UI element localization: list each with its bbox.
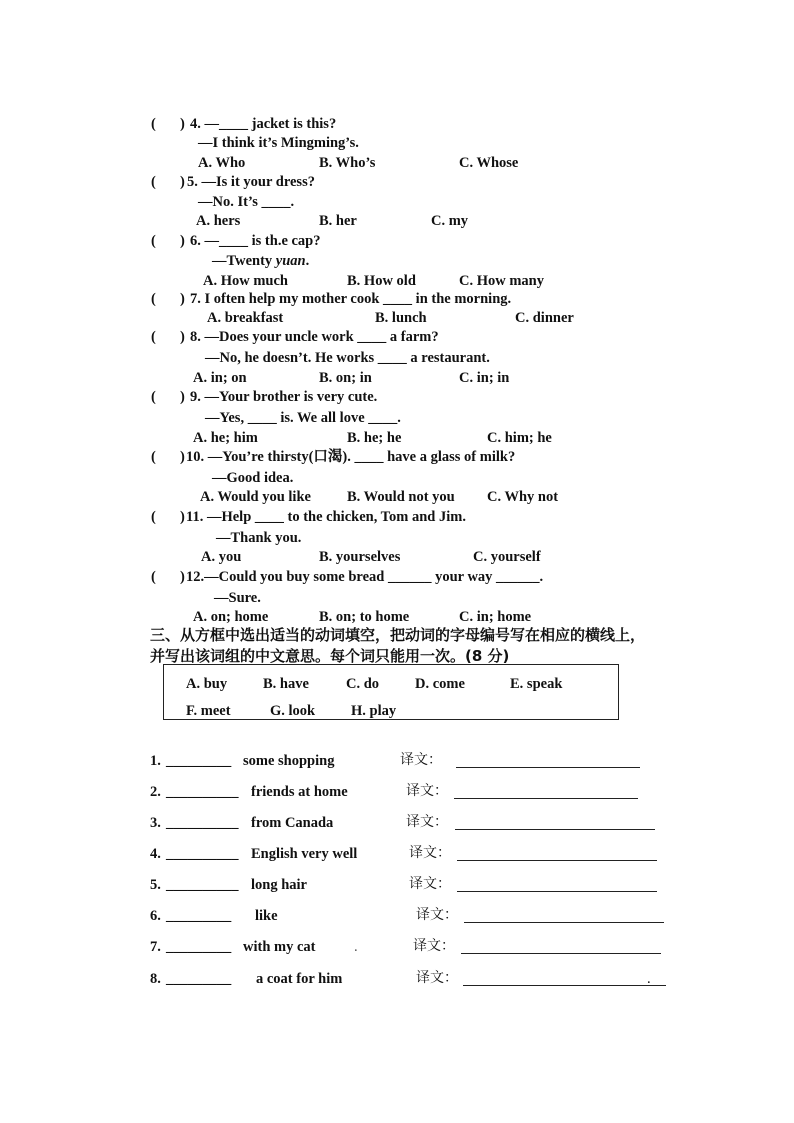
answer-paren-open[interactable]: ( [151, 509, 156, 525]
option-c: C. my [431, 213, 469, 229]
translation-label: 译文： [400, 752, 442, 768]
answer-blank[interactable]: __________ [166, 877, 239, 893]
option-b: B. he; he [347, 430, 402, 446]
question-reply: —Good idea. [212, 470, 294, 486]
question-reply: —Sure. [214, 590, 261, 606]
option-c: C. in; home [459, 609, 532, 625]
option-c: C. How many [459, 273, 544, 289]
question-stem: 12.—Could you buy some bread ______ your way ______. [186, 569, 544, 585]
answer-paren-close: ) [180, 389, 185, 405]
option-b: B. her [319, 213, 357, 229]
option-a: A. breakfast [207, 310, 284, 326]
question-stem: 9. —Your brother is very cute. [190, 389, 378, 405]
answer-blank[interactable]: _________ [166, 908, 232, 924]
question-stem: 4. —____ jacket is this? [190, 116, 337, 132]
translation-line[interactable] [464, 922, 664, 923]
item-number: 8. [150, 971, 161, 987]
answer-blank[interactable]: __________ [166, 784, 239, 800]
question-stem: 5. —Is it your dress? [187, 174, 315, 190]
answer-blank[interactable]: __________ [166, 815, 239, 831]
item-number: 5. [150, 877, 161, 893]
translation-label: 译文： [406, 783, 448, 799]
answer-paren-close: ) [180, 174, 185, 190]
answer-paren-close: ) [180, 569, 185, 585]
answer-paren-close: ) [180, 329, 185, 345]
section-heading-line2: 并写出该词组的中文意思。每个词只能用一次。(8 分) [150, 647, 510, 665]
answer-paren-open[interactable]: ( [151, 389, 156, 405]
bank-word: B. have [263, 676, 309, 692]
answer-paren-open[interactable]: ( [151, 329, 156, 345]
question-reply: —Twenty yuan. [212, 253, 310, 269]
question-stem: 7. I often help my mother cook ____ in the morning. [190, 291, 512, 307]
translation-line[interactable] [457, 860, 657, 861]
question-reply: —Thank you. [216, 530, 302, 546]
question-reply: —I think it’s Mingming’s. [198, 135, 359, 151]
answer-paren-close: ) [180, 116, 185, 132]
translation-label: 译文： [409, 845, 451, 861]
answer-paren-open[interactable]: ( [151, 569, 156, 585]
translation-line[interactable] [457, 891, 657, 892]
option-b: B. Who’s [319, 155, 376, 171]
option-b: B. lunch [375, 310, 427, 326]
phrase-text: with my cat [243, 939, 316, 955]
option-c: C. in; in [459, 370, 510, 386]
bank-word: F. meet [186, 703, 231, 719]
section-heading-line1: 三、从方框中选出适当的动词填空，把动词的字母编号写在相应的横线上， [150, 626, 646, 644]
option-b: B. on; to home [319, 609, 410, 625]
answer-paren-open[interactable]: ( [151, 233, 156, 249]
stray-dot: . [354, 939, 358, 955]
phrase-text: friends at home [251, 784, 348, 800]
option-c: C. yourself [473, 549, 541, 565]
option-b: B. Would not you [347, 489, 455, 505]
item-number: 4. [150, 846, 161, 862]
answer-blank[interactable]: _________ [166, 971, 232, 987]
option-c: C. Why not [487, 489, 559, 505]
translation-line[interactable] [455, 829, 655, 830]
phrase-text: English very well [251, 846, 358, 862]
item-number: 6. [150, 908, 161, 924]
option-a: A. hers [196, 213, 241, 229]
translation-label: 译文： [406, 814, 448, 830]
option-c: C. him; he [487, 430, 552, 446]
bank-word: C. do [346, 676, 380, 692]
answer-blank[interactable]: _________ [166, 753, 232, 769]
answer-blank[interactable]: __________ [166, 846, 239, 862]
question-reply: —No. It’s ____. [198, 194, 295, 210]
option-a: A. he; him [193, 430, 258, 446]
item-number: 1. [150, 753, 161, 769]
phrase-text: a coat for him [256, 971, 343, 987]
question-stem: 6. —____ is th.e cap? [190, 233, 321, 249]
option-a: A. on; home [193, 609, 269, 625]
answer-blank[interactable]: _________ [166, 939, 232, 955]
option-a: A. in; on [193, 370, 247, 386]
translation-line[interactable] [454, 798, 638, 799]
item-number: 3. [150, 815, 161, 831]
question-stem: 8. —Does your uncle work ____ a farm? [190, 329, 439, 345]
answer-paren-open[interactable]: ( [151, 174, 156, 190]
bank-word: H. play [351, 703, 397, 719]
answer-paren-close: ) [180, 233, 185, 249]
question-stem: 11. —Help ____ to the chicken, Tom and Jim. [186, 509, 466, 525]
translation-line[interactable] [461, 953, 661, 954]
answer-paren-close: ) [180, 509, 185, 525]
phrase-text: from Canada [251, 815, 334, 831]
answer-paren-close: ) [180, 291, 185, 307]
answer-paren-close: ) [180, 449, 185, 465]
item-number: 7. [150, 939, 161, 955]
translation-label: 译文： [416, 970, 458, 986]
bank-word: G. look [270, 703, 316, 719]
bank-word: A. buy [186, 676, 228, 692]
answer-paren-open[interactable]: ( [151, 291, 156, 307]
option-a: A. Who [198, 155, 246, 171]
question-reply: —Yes, ____ is. We all love ____. [205, 410, 401, 426]
answer-paren-open[interactable]: ( [151, 116, 156, 132]
translation-line[interactable] [456, 767, 640, 768]
option-c: C. Whose [459, 155, 519, 171]
option-a: A. you [201, 549, 242, 565]
translation-line[interactable] [463, 985, 666, 986]
option-a: A. How much [203, 273, 288, 289]
option-b: B. on; in [319, 370, 372, 386]
question-reply: —No, he doesn’t. He works ____ a restaurant. [205, 350, 490, 366]
translation-label: 译文： [416, 907, 458, 923]
bank-word: D. come [415, 676, 465, 692]
item-number: 2. [150, 784, 161, 800]
translation-label: 译文： [413, 938, 455, 954]
phrase-text: long hair [251, 877, 307, 893]
option-c: C. dinner [515, 310, 574, 326]
option-a: A. Would you like [200, 489, 311, 505]
option-b: B. How old [347, 273, 416, 289]
translation-label: 译文： [409, 876, 451, 892]
stray-dot: . [647, 971, 651, 987]
phrase-text: some shopping [243, 753, 335, 769]
phrase-text: like [255, 908, 278, 924]
question-stem: 10. —You’re thirsty(口渴). ____ have a glass of milk? [186, 449, 516, 465]
bank-word: E. speak [510, 676, 563, 692]
option-b: B. yourselves [319, 549, 401, 565]
answer-paren-open[interactable]: ( [151, 449, 156, 465]
